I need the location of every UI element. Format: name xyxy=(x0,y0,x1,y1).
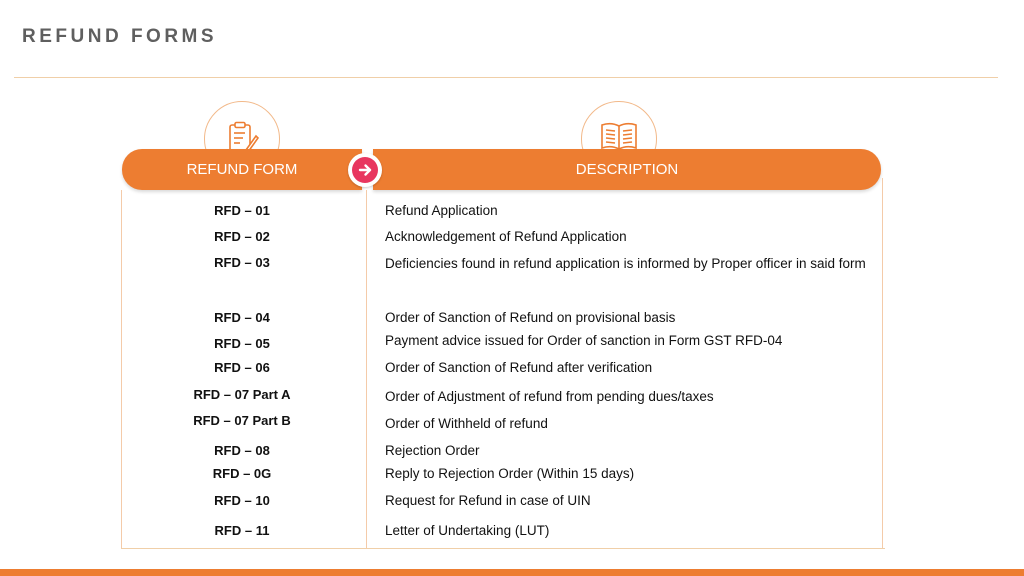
form-description: Order of Adjustment of refund from pending dues/taxes xyxy=(385,389,714,404)
form-code: RFD – 03 xyxy=(214,255,270,270)
form-code: RFD – 04 xyxy=(214,310,270,325)
refund-form-header: REFUND FORM xyxy=(122,149,362,190)
form-description: Rejection Order xyxy=(385,443,480,458)
form-description: Acknowledgement of Refund Application xyxy=(385,229,627,244)
footer-accent-bar xyxy=(0,569,1024,576)
page-title: REFUND FORMS xyxy=(22,26,218,47)
form-description: Letter of Undertaking (LUT) xyxy=(385,523,550,538)
form-description: Order of Withheld of refund xyxy=(385,416,548,431)
form-code: RFD – 0G xyxy=(212,466,272,481)
title-divider xyxy=(14,77,998,78)
form-description: Order of Sanction of Refund after verification xyxy=(385,360,653,375)
form-description: Reply to Rejection Order (Within 15 days) xyxy=(385,466,635,481)
form-code: RFD – 07 Part B xyxy=(193,413,291,428)
form-code: RFD – 06 xyxy=(214,360,270,375)
form-description: Request for Refund in case of UIN xyxy=(385,493,591,508)
table-bottom-border xyxy=(121,548,885,549)
form-description: Payment advice issued for Order of sanction in Form GST RFD-04 xyxy=(385,333,783,348)
form-code: RFD – 05 xyxy=(214,336,270,351)
form-code: RFD – 01 xyxy=(214,203,270,218)
form-description: Deficiencies found in refund application is informed by Proper officer in said form xyxy=(385,256,866,271)
form-code: RFD – 10 xyxy=(214,493,270,508)
arrow-right-icon xyxy=(348,153,382,187)
form-code: RFD – 08 xyxy=(214,443,270,458)
form-description: Refund Application xyxy=(385,203,498,218)
form-code: RFD – 02 xyxy=(214,229,270,244)
form-description: Order of Sanction of Refund on provisional basis xyxy=(385,310,676,325)
description-header: DESCRIPTION xyxy=(373,149,881,190)
table-right-border xyxy=(882,178,883,548)
form-code: RFD – 11 xyxy=(214,523,270,538)
form-code: RFD – 07 Part A xyxy=(193,387,291,402)
table-column-divider xyxy=(366,190,367,548)
